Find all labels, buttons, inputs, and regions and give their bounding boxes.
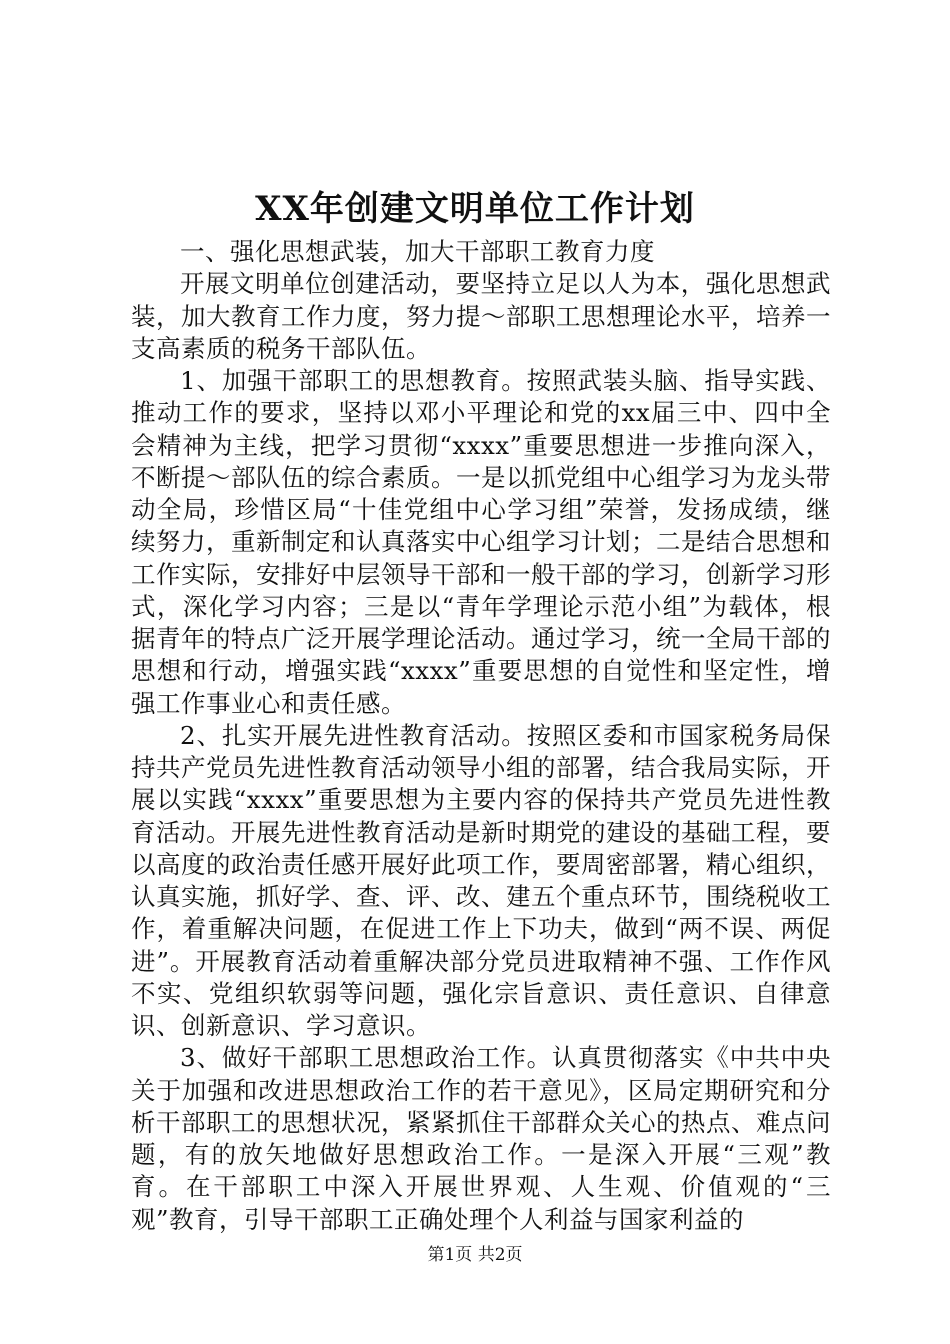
paragraph-item-2: 2、扎实开展先进性教育活动。按照区委和市国家税务局保持共产党员先进性教育活动领导小组的部署，结合我局实际，开展以实践“xxxx”重要思想为主要内容的保持共产党员先进性教育活动。开展先进性教育活动是新时期党的建设的基础工程，要以高度的政治责任感开展好此项工作，要周密部署，精心组织，认真实施，抓好学、查、评、改、建五个重点环节，围绕税收工作，着重解决问题，在促进工作上下功夫，做到“两不误、两促进”。开展教育活动着重解决部分党员进取精神不强、工作作风不实、党组织软弱等问题，强化宗旨意识、责任意识、自律意识、创新意识、学习意识。 bbox=[131, 720, 831, 1040]
document-body bbox=[131, 236, 831, 1236]
page-number-footer: 第1页 共2页 bbox=[427, 1245, 523, 1265]
document-title: XX年创建文明单位工作计划 bbox=[255, 189, 695, 229]
paragraph-item-1: 1、加强干部职工的思想教育。按照武装头脑、指导实践、推动工作的要求，坚持以邓小平理论和党的xx届三中、四中全会精神为主线，把学习贯彻“xxxx”重要思想进一步推向深入，不断提～部队伍的综合素质。一是以抓党组中心组学习为龙头带动全局，珍惜区局“十佳党组中心学习组”荣誉，发扬成绩，继续努力，重新制定和认真落实中心组学习计划；二是结合思想和工作实际，安排好中层领导干部和一般干部的学习，创新学习形式，深化学习内容；三是以“青年学理论示范小组”为载体，根据青年的特点广泛开展学理论活动。通过学习，统一全局干部的思想和行动，增强实践“xxxx”重要思想的自觉性和坚定性，增强工作事业心和责任感。 bbox=[131, 366, 831, 718]
paragraph-item-3: 3、做好干部职工思想政治工作。认真贯彻落实《中共中央关于加强和改进思想政治工作的若干意见》，区局定期研究和分析干部职工的思想状况，紧紧抓住干部群众关心的热点、难点问题，有的放矢地做好思想政治工作。一是深入开展“三观”教育。在干部职工中深入开展世界观、人生观、价值观的“三观”教育，引导干部职工正确处理个人利益与国家利益的 bbox=[131, 1043, 831, 1234]
intro-paragraph: 开展文明单位创建活动，要坚持立足以人为本，强化思想武装，加大教育工作力度，努力提～部职工思想理论水平，培养一支高素质的税务干部队伍。 bbox=[131, 269, 831, 363]
section-heading: 一、强化思想武装，加大干部职工教育力度 bbox=[180, 237, 655, 266]
